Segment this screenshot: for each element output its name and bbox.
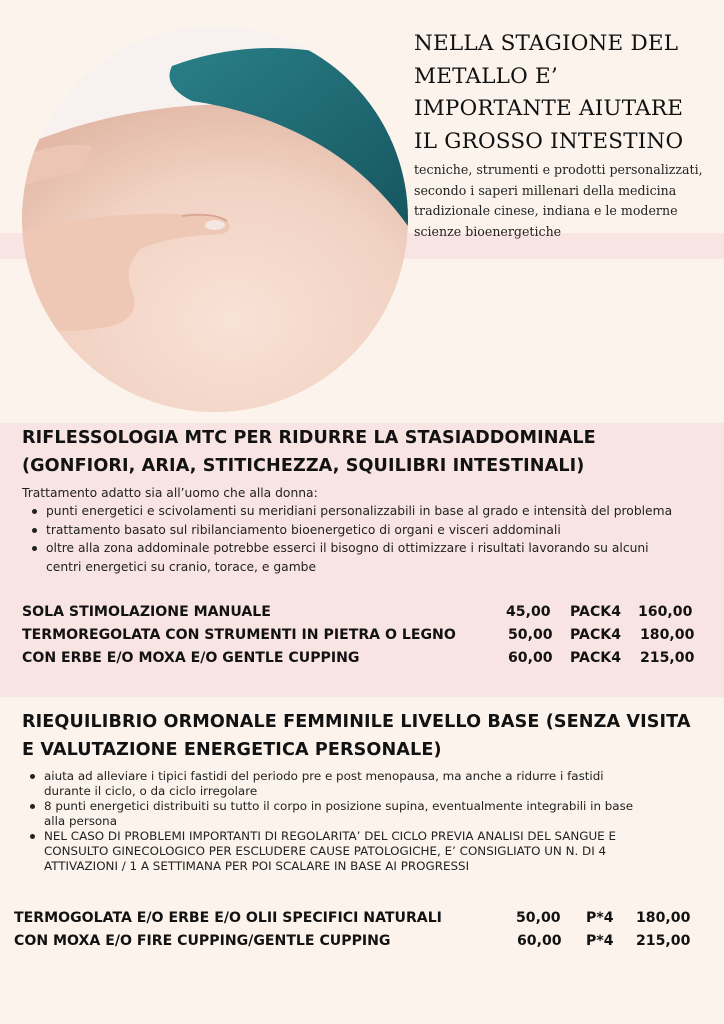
- pack-price: 215,00: [636, 933, 691, 949]
- list-item-text: 8 punti energetici distribuiti su tutto il corpo in posizione supina, eventualmente integrabili in base: [44, 799, 634, 813]
- price-value: 60,00: [508, 650, 553, 666]
- subtitle-line: secondo i saperi millenari della medicina: [414, 182, 677, 198]
- section2-title: [22, 708, 712, 764]
- subtitle-line: scienze bioenergetiche: [414, 223, 562, 239]
- price-value: 45,00: [506, 604, 551, 620]
- section1-bullets: [22, 502, 722, 576]
- list-item: [22, 539, 722, 576]
- subtitle: [414, 160, 720, 242]
- list-item: [20, 799, 720, 829]
- list-item-text: centri energetici su cranio, torace, e gambe: [46, 559, 317, 574]
- price-label: CON ERBE E/O MOXA E/O GENTLE CUPPING: [22, 650, 360, 666]
- section1-title-line: RIFLESSOLOGIA MTC PER RIDURRE LA STASIADDOMINALE: [22, 428, 596, 448]
- list-item-text: punti energetici e scivolamenti su meridiani personalizzabili in base al grado e intensità del problema: [46, 504, 673, 518]
- pack-price: 180,00: [640, 627, 695, 643]
- section1-title-line: (GONFIORI, ARIA, STITICHEZZA, SQUILIBRI INTESTINALI): [22, 456, 585, 476]
- massage-photo: [22, 26, 408, 412]
- list-item-text: ATTIVAZIONI / 1 A SETTIMANA PER POI SCALARE IN BASE AI PROGRESSI: [44, 859, 470, 873]
- list-item: [20, 829, 720, 874]
- list-item-text: oltre alla zona addominale potrebbe esserci il bisogno di ottimizzare i risultati lavorando su alcuni: [46, 541, 649, 555]
- price-value: 60,00: [517, 933, 562, 949]
- section2-title-line: RIEQUILIBRIO ORMONALE FEMMINILE LIVELLO BASE (SENZA VISITA: [22, 712, 691, 732]
- price-value: 50,00: [508, 627, 553, 643]
- price-label: TERMOREGOLATA CON STRUMENTI IN PIETRA O LEGNO: [22, 627, 456, 643]
- price-label: CON MOXA E/O FIRE CUPPING/GENTLE CUPPING: [14, 933, 391, 949]
- price-value: 50,00: [516, 910, 561, 926]
- pack-label: P*4: [586, 933, 614, 949]
- headline-line: NELLA STAGIONE DEL: [414, 31, 679, 56]
- pack-label: PACK4: [570, 650, 622, 666]
- list-item-text: NEL CASO DI PROBLEMI IMPORTANTI DI REGOLARITA’ DEL CICLO PREVIA ANALISI DEL SANGUE E: [44, 829, 616, 843]
- headline: [414, 28, 714, 158]
- headline-line: IL GROSSO INTESTINO: [414, 128, 684, 154]
- pack-label: PACK4: [570, 627, 622, 643]
- pack-label: P*4: [586, 910, 614, 926]
- headline-line: IMPORTANTE AIUTARE: [414, 96, 684, 121]
- headline-line: METALLO E’: [414, 63, 558, 89]
- section1-title: [22, 424, 712, 480]
- subtitle-line: tecniche, strumenti e prodotti personalizzati,: [414, 162, 703, 177]
- list-item: [22, 521, 722, 540]
- list-item: [22, 502, 722, 521]
- pack-price: 160,00: [638, 604, 693, 620]
- list-item-text: trattamento basato sul ribilanciamento bioenergetico di organi e visceri addominali: [46, 522, 561, 537]
- price-label: TERMOGOLATA E/O ERBE E/O OLII SPECIFICI NATURALI: [14, 910, 442, 926]
- pack-price: 180,00: [636, 910, 691, 926]
- list-item-text: CONSULTO GINECOLOGICO PER ESCLUDERE CAUSE PATOLOGICHE, E’ CONSIGLIATO UN N. DI 4: [44, 844, 607, 858]
- section1-intro: Trattamento adatto sia all’uomo che alla donna:: [22, 486, 318, 500]
- section2-bullets: [20, 769, 720, 874]
- list-item-text: aiuta ad alleviare i tipici fastidi del periodo pre e post menopausa, ma anche a ridurre i fastidi: [44, 769, 604, 783]
- list-item: [20, 769, 720, 799]
- pack-price: 215,00: [640, 650, 695, 666]
- price-label: SOLA STIMOLAZIONE MANUALE: [22, 604, 271, 620]
- list-item-text: alla persona: [44, 814, 118, 828]
- list-item-text: durante il ciclo, o da ciclo irregolare: [44, 784, 258, 798]
- section2-title-line: E VALUTAZIONE ENERGETICA PERSONALE): [22, 740, 442, 760]
- pack-label: PACK4: [570, 604, 622, 620]
- subtitle-line: tradizionale cinese, indiana e le moderne: [414, 203, 678, 218]
